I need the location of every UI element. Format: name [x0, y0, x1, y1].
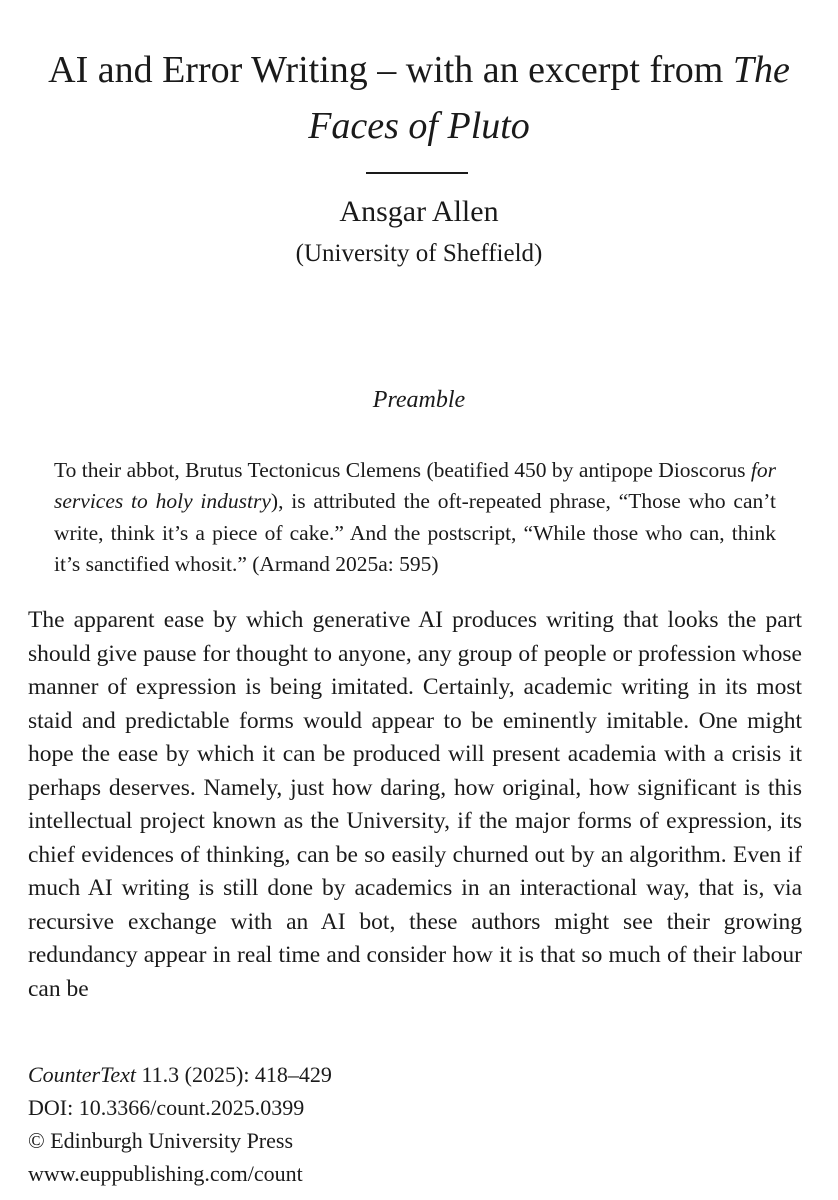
publication-footer [28, 1058, 332, 1190]
section-heading-preamble: Preamble [372, 387, 466, 413]
epigraph [54, 455, 776, 580]
body-paragraph: The apparent ease by which generative AI produces writing that looks the part should give pause for thought to anyone, any group of people or profession whose manner of expression is being imitated. Certainly, academic writing in its most staid and predictable forms would appear to be eminently imitable. One might hope the ease by which it can be produced will present academia with a crisis it perhaps deserves. Namely, just how daring, how original, how significant is this intellectual project known as the University, if the major forms of expression, its chief evidences of thinking, can be so easily churned out by an algorithm. Even if much AI writing is still done by academics in an interactional way, that is, via recursive exchange with an AI bot, these authors might see their growing redundancy appear in real time and consider how it is that so much of their labour can be [28, 607, 802, 1002]
epigraph-text-2: ), is attributed the oft-repeated phrase, “Those who can’t write, think it’s a piece of cake.” And the postscript, “While those who can, think it’s sanctified whosit.” (Armand 2025a: 595) [54, 489, 776, 576]
epigraph-text-1: To their abbot, Brutus Tectonicus Clemens (beatified 450 by antipope Dioscorus [54, 458, 751, 482]
citation-details: 11.3 (2025): 418–429 [135, 1062, 332, 1087]
epigraph-italic: for services to holy industry [54, 458, 776, 514]
author-affiliation: (University of Sheffield) [295, 240, 543, 267]
copyright-line: © Edinburgh University Press [28, 1128, 294, 1153]
doi-line: DOI: 10.3366/count.2025.0399 [28, 1095, 305, 1120]
publisher-url[interactable]: www.euppublishing.com/count [28, 1161, 303, 1186]
journal-name: CounterText [28, 1062, 136, 1087]
author-name: Ansgar Allen [339, 195, 499, 228]
article-title-text: AI and Error Writing – with an excerpt from [48, 49, 733, 91]
title-divider [366, 172, 468, 174]
article-title-italic: The Faces of Pluto [308, 49, 790, 147]
citation-line [28, 1058, 332, 1091]
article-title [40, 42, 798, 154]
